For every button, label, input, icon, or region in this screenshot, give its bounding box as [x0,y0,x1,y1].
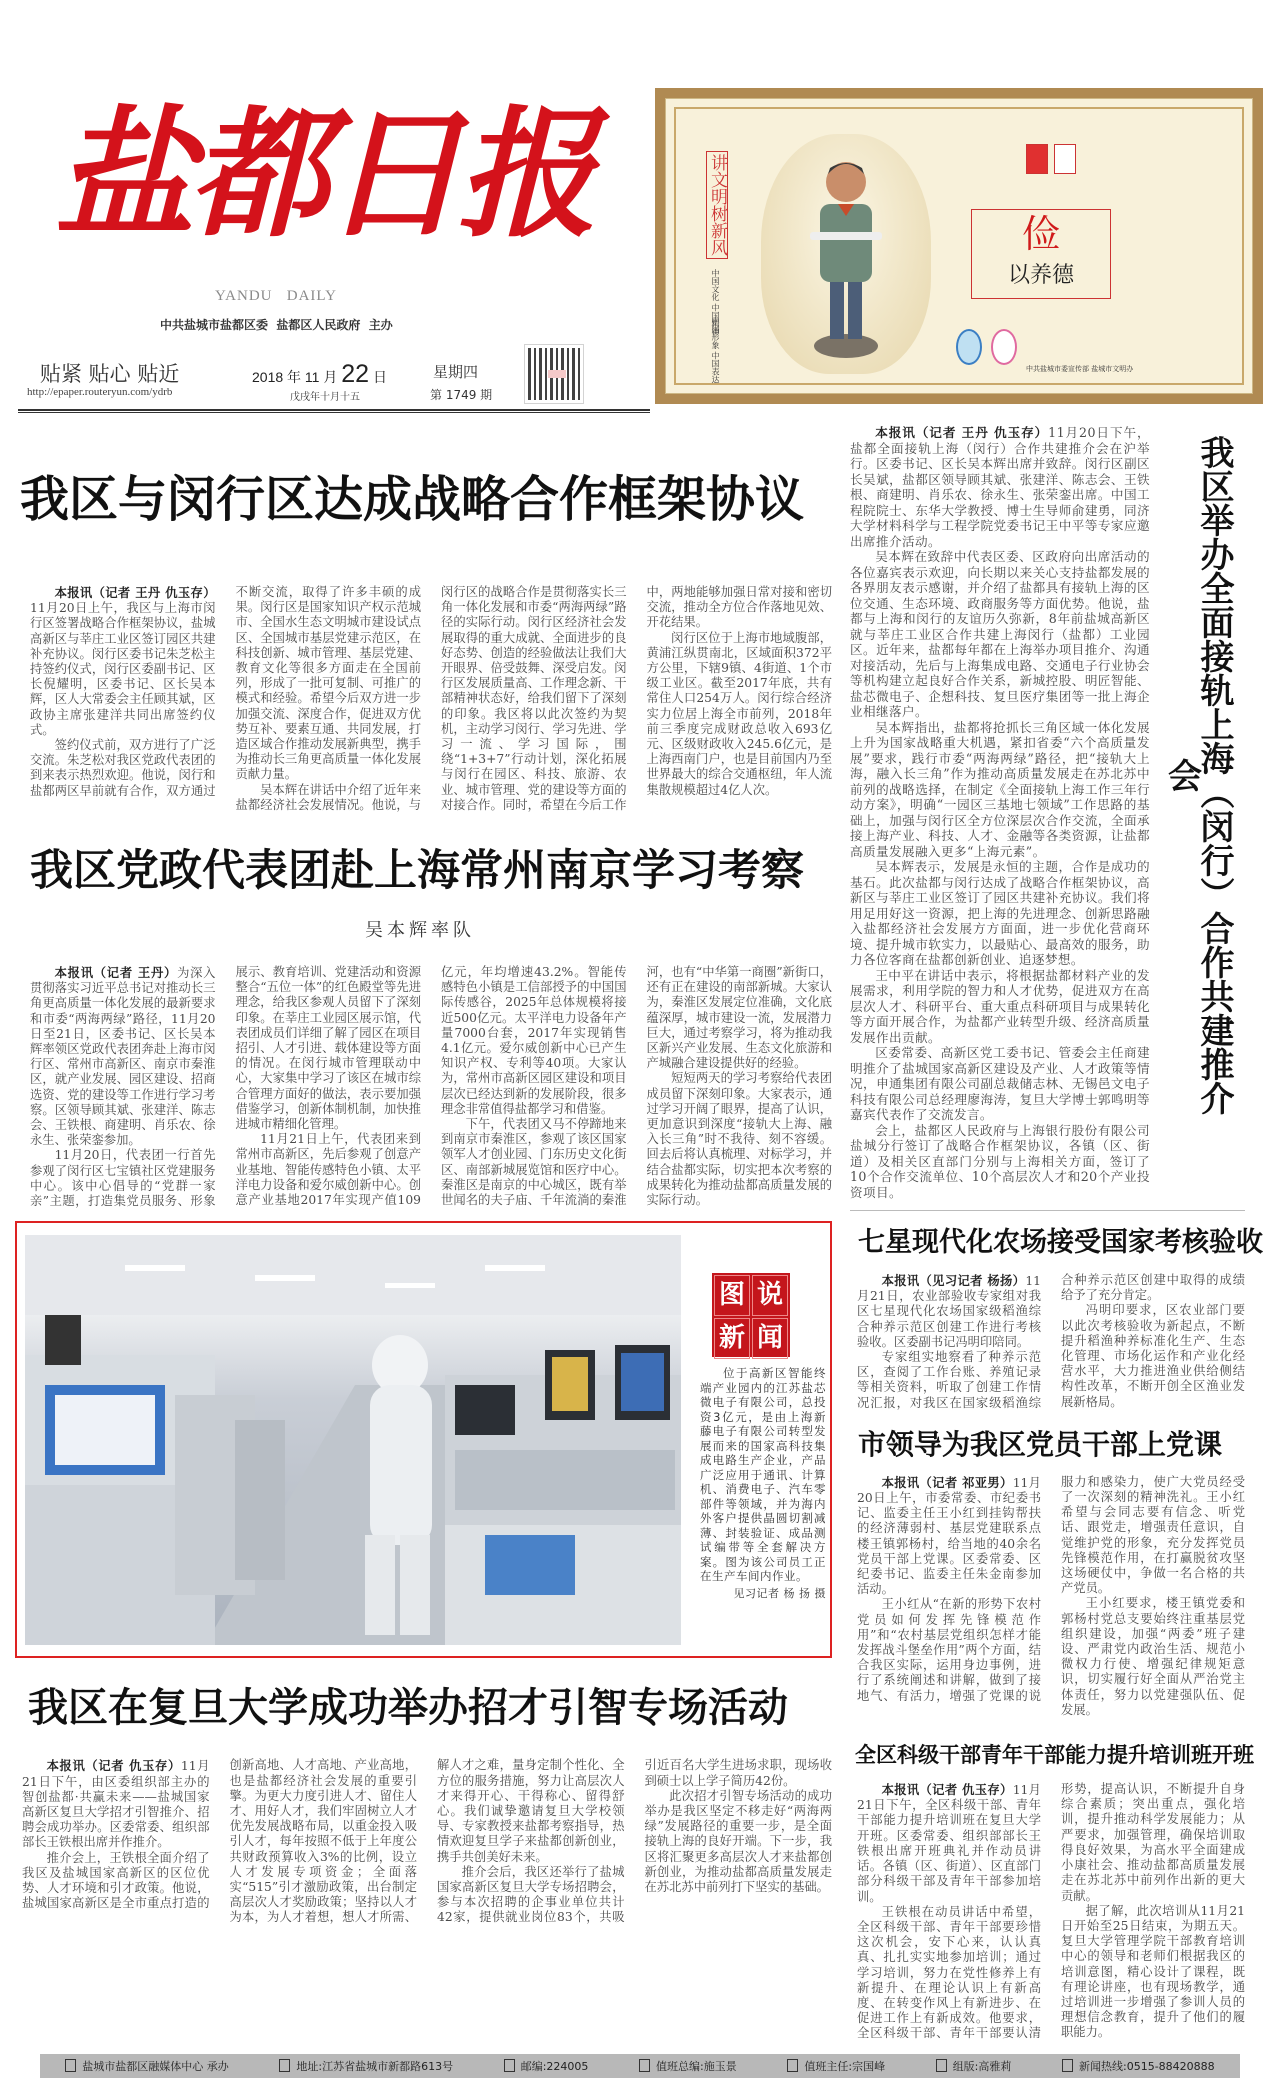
ad-small-text-a: 中国文化 中国精神 [711,269,720,336]
main-content [15,425,1280,2042]
paragraph-text: 吴本辉指出，盐都将抢抓长三角区域一体化发展上升为国家战略重大机遇，紧扣省委“六个高质量发展”要求，践行市委“两海两绿”路径，把“接轨大上海，融入长三角”作为推动高质量发展走在苏北苏中前列的战略选择，在制定《全面接轨上海工作三年行动方案》，明确“一园区三基地七领域”工作思路的基础上，加强与闵行区全方位深层次合作交流，全面承接上海产业、科技、人才、金融等各类资源，让盐都高质量发展融入更多“上海元素”。 [850,719,1150,859]
lunar-date: 戊戌年十月十五 [290,392,360,403]
paragraph-text: 为深入贯彻落实习近平总书记对推动长三角更高质量一体化发展的最新要求和市委“两海两绿”路径，11月20日至21日，区委书记、区长吴本辉率领区党政代表团奔赴上海市闵行区、常州市高新区、南京市秦淮区，就产业发展、园区建设、招商选资、党的建设等工作进行学习考察。区领导顾其斌、张建洋、陈志会、王铁根、商建明、肖乐农、徐永生、张荣銮参加。 [30,966,216,1148]
date-prefix: 2018 年 11 月 [252,369,338,385]
masthead-divider [18,409,650,413]
dateline: 本报讯（记者 王丹 仇玉存） [54,585,216,600]
paragraph-text: 11月20日上午，我区与上海市闵行区签署战略合作框架协议，盐城高新区与莘庄工业区签订园区共建补充协议。闵行区委书记朱芝松主持签约仪式，闵行区委副书记、区长倪耀明，区委书记、区长吴本辉，区人大常委会主任顾其斌，区政协主席张建洋共同出席签约仪式。 [30,601,216,737]
paragraph-text: 11月21日下午，由区委组织部主办的智创盐都·共赢未来——盐城国家高新区复旦大学招才引智推介、招聘会成功举办。区委常委、组织部部长王铁根出席并作推介。 [22,1759,210,1850]
badge-char: 说 [752,1275,788,1316]
paragraph-text: 下午，代表团又马不停蹄地来到南京市秦淮区，参观了该区国家领军人才创业园、门东历史文化街区、南部新城展览馆和医疗中心。秦淮区是南京的中心城区，既有举世闻名的夫子庙、千年流淌的秦淮河，也有“中华第一商圈”新街口，还有正在建设的南部新城。大家认为，秦淮区发展定位准确，文化底蕴深厚，城市建设一流，发展潜力巨大，通过考察学习，将为推动我区新兴产业发展、生态文化旅游和产城融合建设提供好的经验。 [441,965,832,1208]
epaper-url[interactable]: http://epaper.routeryun.com/ydrb [27,386,173,398]
article-paragraph [22,1758,210,1850]
date-day: 22 [341,360,370,388]
headline-article-3[interactable]: 我区举办全面接轨上海（闵行）合作共建推介会 [1161,435,1234,1115]
ad-subtitle: 以养德 [1007,263,1074,288]
article-1-body [15,585,832,813]
photo-news-box [15,1221,832,1658]
article-3-body [850,425,1150,1200]
dateline: 本报讯（见习记者 杨扬） [881,1273,1026,1288]
mascot-icon [956,329,982,365]
paragraph-text: 冯明印要求，区农业部门要以此次考核验收为新起点，不断提升稻渔种养标准化生产、生态化管理、市场化运作和产业化经营水平，大力推进渔业供给侧结构性改革，不断开创全区渔业发展新格局。 [1061,1303,1245,1409]
paragraph-text: 吴本辉表示，发展是永恒的主题，合作是成功的基石。此次盐都与闵行达成了战略合作框架协议，高新区与莘庄工业区签订了园区共建补充协议。我们将用足用好这一资源，把上海的先进理念、创新思路融入盐都经济社会发展方方面面，进一步优化营商环境、提升城市软实力，以最贴心、最高效的服务，助力各位客商在盐都创新创业、追逐梦想。 [850,859,1150,967]
article-paragraph [857,1782,1041,1905]
paragraph-text: 推介会上，王铁根全面介绍了我区及盐城国家高新区的区位优势、人才环境和引才政策。他说，盐城国家高新区是全市重点打造的创新高地、人才高地、产业高地，也是盐都经济社会发展的重要引擎。为更大力度引进人才、留住人才、用好人才，我们牢固树立人才优先发展战略布局，以重金投入吸引人才，每年按照不低于上年度公共财政预算收入3%的比例，设立人才发展专项资金；全面落实“515”引才激励政策，出台制定高层次人才奖励政策；坚持以人才为本，为人才着想，想人才所需、解人才之难，量身定制个性化、全方位的服务措施，努力让高层次人才来得开心、干得称心、留得舒心。我们诚挚邀请复旦大学校领导、专家教授来盐都考察指导，热情欢迎复旦学子来盐都创新创业，携手共创美好未来。 [22,1758,625,1925]
crane-mascot-icon [991,329,1017,365]
footer-duty-director: 值班主任:宗国峰 [787,2058,885,2074]
article-2-body [15,965,832,1209]
headline-article-1[interactable]: 我区与闵行区达成战略合作框架协议 [20,471,805,528]
divider [850,1210,1245,1211]
paragraph-text: 11月20日上午，市委常委、市纪委书记、监委主任王小红到挂钩帮扶的经济薄弱村、基层党建联系点楼王镇郭杨村，给当地的40余名党员干部上党课。区委常委、区纪委书记、监委主任朱金南参加活动。 [857,1475,1041,1597]
english-name: YANDU DAILY [215,288,337,304]
paragraph-text: 区委常委、高新区党工委书记、管委会主任商建明推介了盐城国家高新区建设及产业、人才政策等情况，申通集团有限公司副总裁储志林、无锡邑文电子科技有限公司总经理廖海涛，复旦大学博士郭鸣明等嘉宾代表作了交流发言。 [850,1045,1150,1122]
article-7-body [15,1758,832,1925]
paragraph-text: 吴本辉在讲话中介绍了近年来盐都经济社会发展情况。他说，与闵行区的战略合作是贯彻落实长三角一体化发展和市委“两海两绿”路径的实际行动。闵行区经济社会发展取得的重大成就、全面进步的良好态势、创造的经验做法让我们大开眼界、倍受鼓舞、深受启发。闵行区发展质量高、工作理念新、干部精神状态好，给我们留下了深刻的印象。我区将以此次签约为契机，主动学习闵行、学习先进、学习一流、学习国际，围绕“1+3+7”行动计划，深化拓展与闵行在园区、科技、旅游、农业、城市管理、党的建设等方面的对接合作。同时，希望在今后工作中，两地能够加强日常对接和密切交流，推动全方位合作落地见效、开花结果。 [235,585,832,812]
article-4-body [850,1273,1245,1411]
article-5-body [850,1475,1245,1718]
right-column [850,425,1263,2042]
dateline: 本报讯（记者 仇玉存） [46,1758,181,1774]
paragraph-text: 11月20日，代表团一行首先参观了闵行区七宝镇社区党建服务中心。该中心倡导的“党群一家亲”主题，打造集党员服务、形象展示、教育培训、党建活动和资源整合“五位一体”的红色殿堂等先进理念，给我区参观人员留下了深刻印象。在莘庄工业园区展示馆，代表团成员们详细了解了园区在项目招引、人才引进、载体建设等方面的情况。在闵行城市管理联动中心，大家集中学习了该区在城市综合管理方面好的做法，表示要加强借鉴学习，创新体制机制，加快推进城市精细化管理。 [30,965,421,1209]
paragraph-text: 11月21日，农业部验收专家组对我区七星现代化农场国家级稻渔综合种养示范区创建工作进行考核验收。区委副书记冯明印陪同。 [857,1274,1041,1349]
article-paragraph [850,720,1150,860]
article-6-body [850,1782,1245,2041]
photo-news-badge [712,1273,790,1357]
sponsor-line: 中共盐城市盐都区委 盐都区人民政府 主办 [160,318,393,332]
paragraph-text: 签约仪式前，双方进行了广泛交流。朱芝松对我区党政代表团的到来表示热烈欢迎。他说，闵行和盐都两区早前就有合作，双方通过不断交流，取得了许多丰硕的成果。闵行区是国家知识产权示范城市、全国水生态文明城市建设试点区、全国城市基层党建示范区，在科技创新、城市管理、基层党建、教育文化等很多方面走在全国前列，形成了一批可复制、可推广的模式和经验。希望今后双方进一步加强交流、深度合作，促进双方优势互补、要素互通、共同发展，打造区域合作推动发展新典型，携手为推动长三角更高质量一体化发展贡献力量。 [30,585,421,798]
footer-publisher: 盐城市盐都区融媒体中心 承办 [65,2058,229,2074]
article-paragraph [850,1123,1150,1201]
article-paragraph [850,549,1150,720]
headline-article-6[interactable]: 全区科级干部青年干部能力提升培训班开班 [855,1742,1254,1768]
photo-credit: 见习记者 杨 扬 摄 [733,1586,826,1600]
paragraph-text: 此次招才引智专场活动的成功举办是我区坚定不移走好“两海两绿”发展路径的重要一步，是全面接轨上海的良好开端。下一步，我区将汇聚更多高层次人才来盐都创新创业，为推动盐都高质量发展走在苏北苏中前列打下坚实的基础。 [644,1788,832,1894]
paragraph-text: 11月20日下午，盐都全面接轨上海（闵行）合作共建推介会在沪举行。区委书记、区长吴本辉出席并致辞。闵行区副区长吴斌，盐都区领导顾其斌、张建洋、陈志会、王铁根、商建明、肖乐农、徐永生、张荣銮出席。中国工程院院士、东华大学教授、博士生导师俞建勇，同济大学材料科学与工程学院党委书记王中平等专家应邀出席推介活动。 [850,425,1150,549]
article-paragraph [850,859,1150,968]
caption-text: 位于高新区智能终端产业园内的江苏盐芯微电子有限公司，总投资3亿元，是由上海新藤电子有限公司转型发展而来的国家高科技集成电路生产企业，产品广泛应用于通讯、计算机、消费电子、汽车零部件等领域，并为海内外客户提供晶圆切割减薄、封装验证、成品测试编带等全套解决方案。图为该公司员工正在生产车间内作业。 [700,1366,826,1584]
article-paragraph [1061,1596,1245,1718]
cleanroom-photo[interactable] [25,1235,681,1645]
clay-boy-figure [806,154,886,359]
qr-code-icon[interactable] [525,345,583,403]
ad-title: 俭 [1021,212,1060,256]
article-paragraph [647,1071,833,1208]
ad-small-text-b: 中国形象 中国表达 [711,317,720,384]
paragraph-text: 据了解，此次培训从11月21日开始至25日结束，为期五天。复旦大学管理学院干部教育培训中心的领导和老师们根据我区的培训意图，精心设计了课程，既有理论讲座，也有现场教学，通过培训进一步增强了参训人员的理想信念教育，提升了他们的履职能力。 [1061,1903,1245,2040]
badge-char: 闻 [752,1318,788,1359]
footer-address: 地址:江苏省盐城市新都路613号 [279,2058,453,2074]
dateline: 本报讯（记者 王丹） [54,965,178,981]
cleanroom-scene [25,1235,681,1645]
badge-char: 新 [714,1318,750,1359]
footer-layout-editor: 组版:高雅莉 [936,2058,1012,2074]
article-paragraph [850,968,1150,1046]
dateline: 本报讯（记者 仇玉存） [881,1782,1013,1798]
article-paragraph [857,1273,1041,1350]
paragraph-text: 推介会后，我区还举行了盐城国家高新区复旦大学专场招聘会，参与本次招聘的企事业单位共计42家，提供就业岗位83个，共吸引近百名大学生进场求职，现场收到硕士以上学子简历42份。 [437,1758,832,1925]
paragraph-text: 吴本辉在致辞中代表区委、区政府向出席活动的各位嘉宾表示欢迎，向长期以来关心支持盐都发展的各界朋友表示感谢，并介绍了盐都具有接轨上海的区位交通、生态环境、政商服务等方面优势。他说，盐都与上海和闵行的友谊历久弥新，8年前盐城高新区就与莘庄工业区合作共建上海闵行（盐都）工业园区。近年来，盐都每年都在上海举办项目推介、沟通对接活动，先后与上海集成电路、交通电子行业协会等机构建立起良好合作关系，新城控股、明匠智能、盐芯微电子、企想科技、复旦医疗集团等一批上海企业相继落户。 [850,549,1150,719]
paragraph-text: 闵行区位于上海市地域腹部，黄浦江纵贯南北，区域面积372平方公里，下辖9镇、4街道、1个市级工业区。截至2017年底，共有常住人口254万人。闵行综合经济实力位居上海全市前列，2018年前三季度完成财政总收入693亿元、区级财政收入245.6亿元，是上海西南门户，也是目前国内乃至世界最大的综合交通枢纽，年人流集散规模超过4亿人次。 [646,630,832,797]
headline-article-2[interactable]: 我区党政代表团赴上海常州南京学习考察 [30,846,804,897]
article-paragraph [645,1789,833,1895]
article-paragraph [647,631,833,798]
paragraph-text: 专家组实地察看了种养示范区，查阅了工作台账、养殖记录等相关资料，听取了创建工作情况汇报，对我区在国家级稻渔综合种养示范区创建中取得的成绩给予了充分肯定。 [857,1273,1245,1410]
ad-logos [1026,144,1076,174]
paragraph-text: 王铁根在动员讲话中希望，全区科级干部、青年干部要珍惜这次机会，安下心来，认认真真、扎扎实实地参加培训；通过学习培训，努力在党性修养上有新提升、在理论认识上有新高度、在转变作风上有新进步、在促进工作上有新成效。他要求，全区科级干部、青年干部要认清形势，提高认识，不断提升自身综合素质；突出重点，强化培训，提升推动科学发展能力；从严要求，加强管理，确保培训取得良好效果，为高水平全面建成小康社会、推动盐都高质量发展走在苏北苏中前列作出新的更大贡献。 [857,1782,1245,2041]
paragraph-text: 会上，盐都区人民政府与上海银行股份有限公司盐城分行签订了战略合作框架协议，各镇（区、街道）及相关区直部门分别与上海相关方面，签订了10个合作交流单位、10个高层次人才和20个产业投资项目。 [850,1122,1150,1200]
china-logo-icon [1026,144,1048,174]
paragraph-text: 短短两天的学习考察给代表团成员留下深刻印象。大家表示，通过学习开阔了眼界，提高了认识，更加意识到深度“接轨大上海、融入长三角”时不我待、刻不容缓。回去后将认真梳理、对标学习，并结合盐都实际，切实把本次考察的成果转化为推动盐都高质量发展的实际行动。 [646,1071,832,1208]
article-3 [850,425,1245,1200]
newspaper-logo: 盐都日报 [55,93,592,257]
dateline: 本报讯（记者 王丹 仇玉存） [875,425,1049,440]
ad-organizer: 中共盐城市委宣传部 盐城市文明办 [1026,365,1134,373]
footer-postcode: 邮编:224005 [504,2058,589,2074]
culture-logo-icon [1054,144,1076,174]
weekday: 星期四 [433,363,479,381]
badge-char: 图 [714,1275,750,1316]
dateline: 本报讯（记者 祁亚男） [881,1474,1013,1490]
slogan: 贴紧 贴心 贴近 [40,362,180,386]
article-paragraph [1061,1303,1245,1409]
headline-article-7[interactable]: 我区在复旦大学成功举办招才引智专场活动 [28,1684,788,1732]
article-paragraph [30,965,216,1148]
paragraph-text: 11月21日下午，全区科级干部、青年干部能力提升培训班在复旦大学开班。区委常委、组织部部长王铁根出席开班典礼并作动员讲话。各镇（区、街道）、区直部门部分科级干部及青年干部参加培训。 [857,1783,1041,1904]
article-2-byline: 吴本辉率队 [365,920,475,942]
footer-chief-editor: 值班总编:施玉景 [639,2058,737,2074]
photo-caption [700,1366,826,1601]
article-paragraph [857,1475,1041,1598]
footer-info-bar [40,2054,1240,2078]
date-suffix: 日 [372,369,387,385]
article-paragraph [1061,1904,1245,2041]
article-paragraph [30,585,216,738]
civility-ad [655,88,1263,404]
article-paragraph [850,1045,1150,1123]
paragraph-text: 王小红要求，楼王镇党委和郭杨村党总支要始终注重基层党组织建设，加强“两委”班子建设、严肃党内政治生活、规范小微权力行使、增强纪律规矩意识，切实履行好全面从严治党主体责任，努力以党建强队伍、促发展。 [1061,1596,1245,1717]
issue-number: 第 1749 期 [430,388,493,402]
issue-date [252,360,387,389]
paragraph-text: 王小红从“在新的形势下农村党员如何发挥先锋模范作用”和“农村基层党组织怎样才能发挥战斗堡垒作用”两个方面，结合我区实际，运用身边事例，进行了系统阐述和讲解，做到了接地气、有活力，增强了党课的说服力和感染力，使广大党员经受了一次深刻的精神洗礼。王小红希望与会同志要有信念、听党话、跟党走，增强责任意识，自觉维护党的形象，充分发挥党员先锋模范作用，在打赢脱贫攻坚这场硬仗中，争做一名合格的共产党员。 [857,1474,1245,1703]
headline-article-5[interactable]: 市领导为我区党员干部上党课 [858,1427,1223,1461]
headline-article-4[interactable]: 七星现代化农场接受国家考核验收 [858,1227,1263,1258]
ad-vertical-slogan: 讲文明树新风 [706,151,728,259]
ad-title-box [971,209,1111,299]
paragraph-text: 王中平在讲话中表示，将根据盐都材料产业的发展需求，利用学院的智力和人才优势，促进双方在高层次人才、科研平台、重大重点科研项目与成果转化等方面开展合作，为盐都产业转型升级、经济高质量发展作出贡献。 [850,967,1150,1045]
article-paragraph [850,425,1150,549]
paragraph-text: 11月21日上午，代表团来到常州市高新区，先后参观了创意产业基地、智能传感特色小镇、太平洋电力设备和爱尔威创新中心。创意产业基地2017年实现产值109亿元，年均增速43.2%。智能传感特色小镇是工信部授予的中国国际传感谷，2025年总体规模将接近500亿元。太平洋电力设备年产量7000台套，2017年实现销售4.1亿元。爱尔威创新中心已产生知识产权、专利等40项。大家认为，常州市高新区园区建设和项目层次已经达到新的发展阶段，很多理念非常值得盐都学习和借鉴。 [235,965,627,1208]
left-column [15,425,832,1926]
footer-hotline: 新闻热线:0515-88420888 [1062,2058,1215,2074]
